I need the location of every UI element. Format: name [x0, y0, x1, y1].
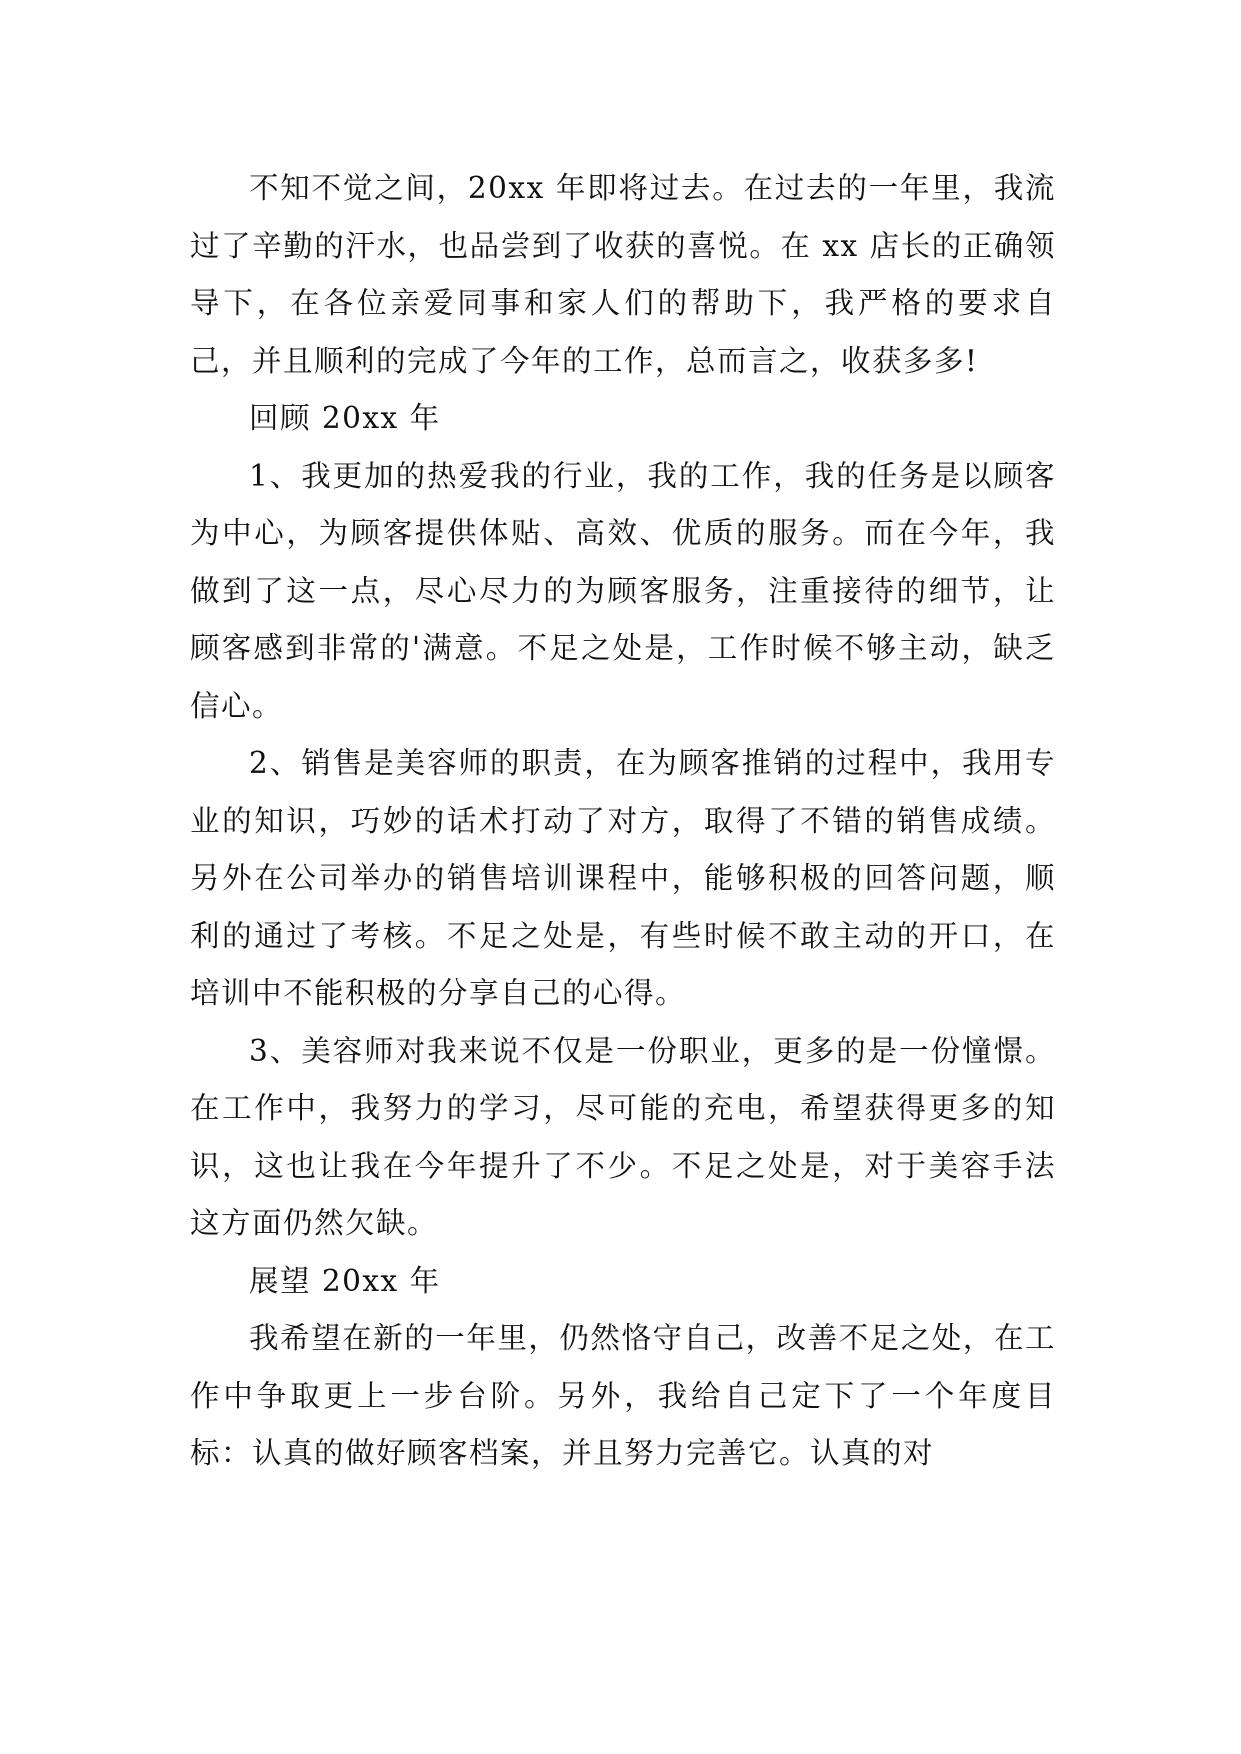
review-item-3-paragraph: 3、美容师对我来说不仅是一份职业，更多的是一份憧憬。在工作中，我努力的学习，尽可能的充电，希望获得更多的知识，这也让我在今年提升了不少。不足之处是，对于美容手法这方面仍然欠缺。 [190, 1033, 1056, 1240]
review-item-1-paragraph: 1、我更加的热爱我的行业，我的工作，我的任务是以顾客为中心，为顾客提供体贴、高效、优质的服务。而在今年，我做到了这一点，尽心尽力的为顾客服务，注重接待的细节，让顾客感到非常的'满意。不足之处是，工作时候不够主动，缺乏信心。 [190, 458, 1056, 723]
review-item-2-paragraph: 2、销售是美容师的职责，在为顾客推销的过程中，我用专业的知识，巧妙的话术打动了对方，取得了不错的销售成绩。另外在公司举办的销售培训课程中，能够积极的回答问题，顺利的通过了考核。不足之处是，有些时候不敢主动的开口，在培训中不能积极的分享自己的心得。 [190, 746, 1056, 1010]
document-page [190, 160, 1056, 1483]
intro-paragraph: 不知不觉之间，20xx 年即将过去。在过去的一年里，我流过了辛勤的汗水，也品尝到了收获的喜悦。在 xx 店长的正确领导下，在各位亲爱同事和家人们的帮助下，我严格的要求自己，并且顺利的完成了今年的工作，总而言之，收获多多! [190, 171, 1056, 378]
review-heading: 回顾 20xx 年 [249, 401, 441, 435]
outlook-heading: 展望 20xx 年 [249, 1263, 441, 1298]
outlook-paragraph: 我希望在新的一年里，仍然恪守自己，改善不足之处，在工作中争取更上一步台阶。另外，我给自己定下了一个年度目标：认真的做好顾客档案，并且努力完善它。认真的对 [190, 1321, 1056, 1470]
